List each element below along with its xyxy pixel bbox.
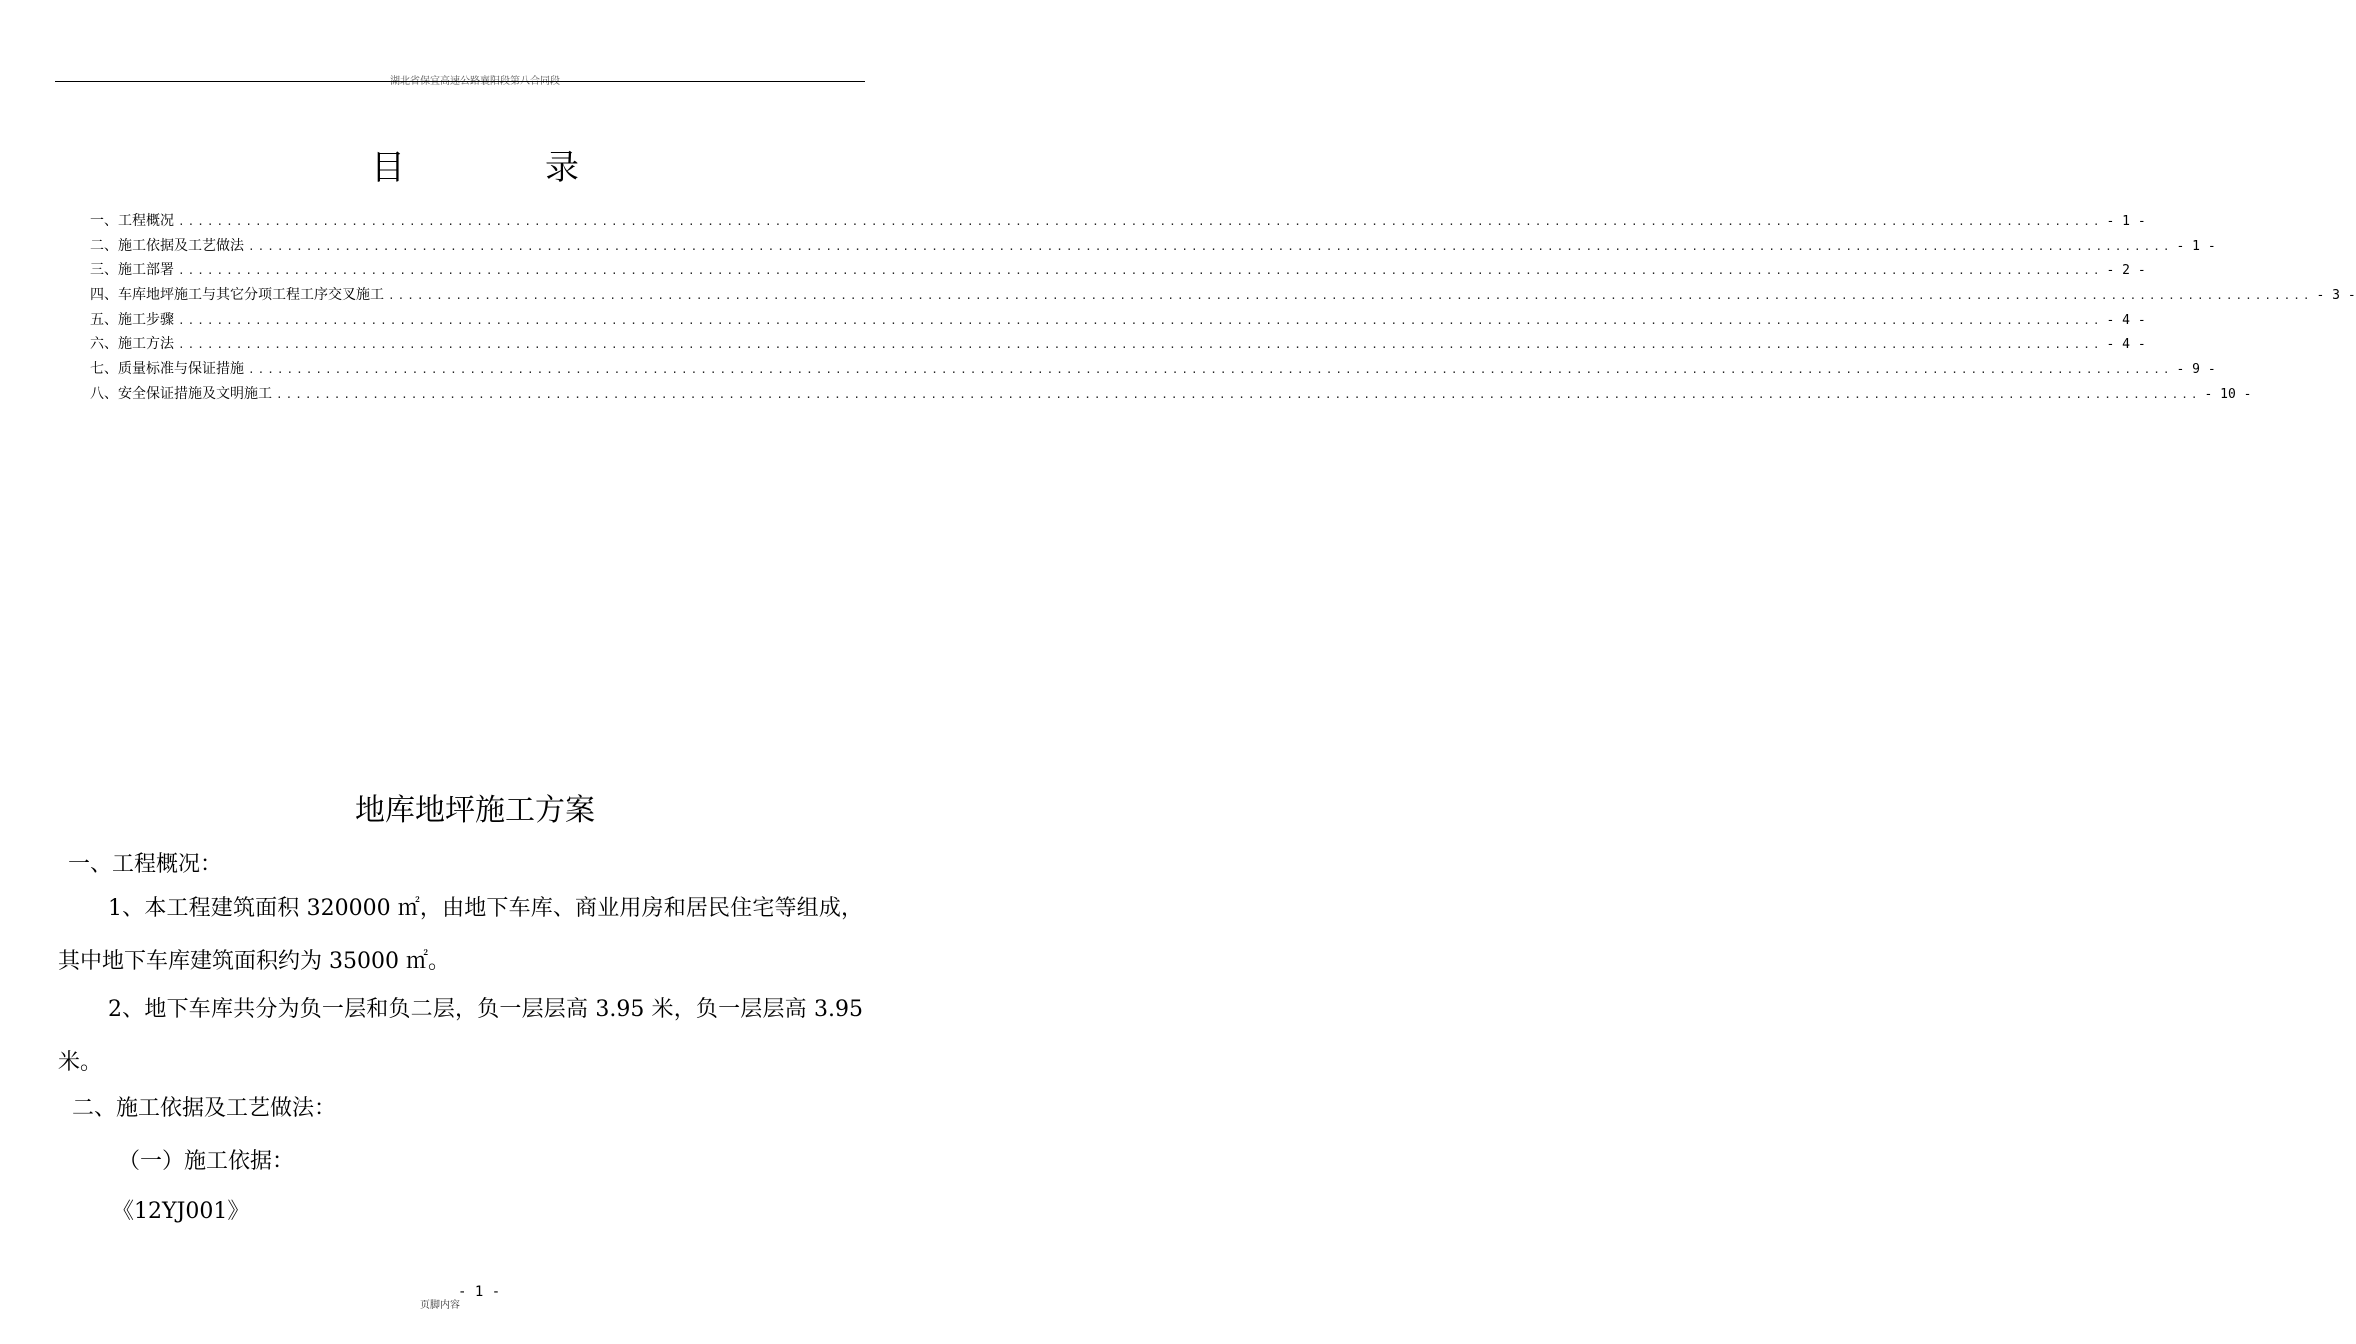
toc-leader: ........................................................................................................................................................................................................ bbox=[178, 215, 2103, 228]
toc-item-page: - 3 - bbox=[2316, 288, 2356, 304]
toc-item-label: 八、安全保证措施及文明施工 bbox=[90, 385, 272, 402]
toc-item-page: - 4 - bbox=[2106, 337, 2146, 353]
section-heading-overview: 一、工程概况： bbox=[68, 852, 223, 877]
toc-item-page: - 1 - bbox=[2106, 214, 2146, 229]
table-of-contents bbox=[90, 210, 2356, 408]
toc-title-left: 目 bbox=[371, 148, 405, 188]
toc-item[interactable] bbox=[90, 383, 2252, 408]
header-rule bbox=[55, 81, 865, 82]
footer-text: 页脚内容 bbox=[420, 1300, 460, 1311]
toc-leader: ........................................................................................................................................................................................................ bbox=[248, 239, 2173, 253]
toc-leader: ........................................................................................................................................................................................................ bbox=[178, 313, 2103, 327]
toc-item[interactable] bbox=[90, 235, 2216, 260]
toc-leader: ........................................................................................................................................................................................................ bbox=[276, 387, 2201, 401]
toc-item-label: 一、工程概况 bbox=[90, 213, 174, 229]
toc-title-right: 录 bbox=[545, 148, 579, 188]
toc-item-label: 六、施工方法 bbox=[90, 336, 174, 353]
toc-item[interactable] bbox=[90, 358, 2216, 383]
toc-leader: ........................................................................................................................................................................................................ bbox=[388, 289, 2313, 303]
toc-item-page: - 2 - bbox=[2106, 263, 2146, 279]
toc-title bbox=[0, 140, 950, 189]
document-title: 地库地坪施工方案 bbox=[355, 793, 595, 828]
toc-item-label: 二、施工依据及工艺做法 bbox=[90, 237, 244, 254]
toc-item[interactable] bbox=[90, 210, 2146, 235]
toc-item-label: 七、质量标准与保证措施 bbox=[90, 361, 244, 378]
footer-page-number: - 1 - bbox=[458, 1284, 501, 1300]
toc-item[interactable] bbox=[90, 284, 2356, 309]
section-heading-basis: 二、施工依据及工艺做法： bbox=[72, 1096, 337, 1121]
toc-item-page: - 1 - bbox=[2176, 238, 2216, 254]
toc-item-page: - 10 - bbox=[2204, 386, 2252, 402]
toc-leader: ........................................................................................................................................................................................................ bbox=[178, 264, 2103, 278]
toc-item-label: 四、车库地坪施工与其它分项工程工序交叉施工 bbox=[90, 287, 384, 304]
toc-item-label: 三、施工部署 bbox=[90, 262, 174, 279]
toc-item[interactable] bbox=[90, 259, 2146, 284]
toc-leader: ........................................................................................................................................................................................................ bbox=[248, 363, 2173, 377]
code-reference: 《12YJ001》 bbox=[112, 1199, 250, 1224]
toc-item[interactable] bbox=[90, 333, 2146, 358]
paragraph-floors: 2、地下车库共分为负一层和负二层，负一层层高 3.95 米，负一层层高 3.95 米。 bbox=[58, 997, 863, 1075]
toc-item-page: - 9 - bbox=[2176, 362, 2216, 378]
subsection-heading-basis: （一）施工依据： bbox=[118, 1149, 295, 1174]
toc-item-page: - 4 - bbox=[2106, 312, 2146, 328]
toc-leader: ........................................................................................................................................................................................................ bbox=[178, 338, 2103, 352]
toc-item-label: 五、施工步骤 bbox=[90, 311, 174, 328]
paragraph-area: 1、本工程建筑面积 320000 ㎡，由地下车库、商业用房和居民住宅等组成，其中地下车库建筑面积约为 35000 ㎡。 bbox=[58, 896, 863, 974]
page-header-text: 湖北省保宜高速公路襄阳段第八合同段 bbox=[390, 76, 560, 87]
toc-item[interactable] bbox=[90, 309, 2146, 334]
